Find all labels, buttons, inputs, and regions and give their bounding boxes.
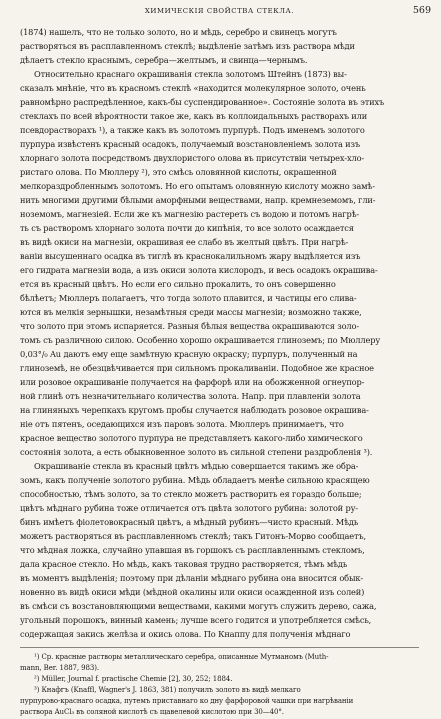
text-line: бѣлѣетъ; Мюллеръ полагаетъ, что тогда золото плавится, и частицы его слива-: [20, 293, 357, 303]
footnote-line: ¹) Ср. красные растворы металлическаго серебра, описанные Мутманомъ (Muth-: [34, 653, 329, 661]
footnote-line: mann, Ber. 1887, 983).: [20, 664, 99, 673]
text-line: ристаго олова. По Мюллеру ²), это смѣсь оловянной кислоты, окрашенной: [20, 167, 337, 177]
text-line: пурпура извѣстенъ красный осадокъ, получаемый возстановленіемъ золота изъ: [20, 139, 360, 149]
text-line: ются въ мелкія зернышки, незамѣтныя среди массы магнезіи; возможно также,: [20, 307, 362, 317]
text-line: ется въ красный цвѣтъ. Но если его сильно прокалить, то онъ совершенно: [20, 279, 336, 289]
running-head: ХИМИЧЕСКІЯ СВОЙСТВА СТЕКЛА.: [144, 7, 295, 15]
text-line: что золото при этомъ испаряется. Разныя бѣлыя вещества окрашиваются золо-: [20, 321, 359, 331]
text-line: ной глинѣ отъ незначительнаго количества золота. Напр. при плавленіи золота: [20, 391, 361, 401]
text-line: цвѣтъ мѣднаго рубина тоже отличается отъ цвѣта золотого рубина: золотой ру-: [20, 503, 358, 513]
footnote-line: раствора AuCl₃ въ соляной кислотѣ съ щавелевой кислотою при 30—40°.: [20, 708, 284, 717]
text-line: красное вещество золотого пурпура не представляетъ какого-либо химического: [20, 433, 363, 443]
text-line: или розовое окрашиваніе получается на фарфорѣ или на обожженной огнеупор-: [20, 377, 365, 387]
text-line: его гидрата магнезіи вода, а изъ окиси золота кислородъ, и весь осадокъ окрашива-: [20, 265, 378, 275]
text-line: въ видѣ окиси на магнезіи, окрашивая ее слабо въ желтый цвѣтъ. При нагрѣ-: [20, 237, 349, 247]
text-line: Окрашиваніе стекла въ красный цвѣтъ мѣдью совершается такимъ же обра-: [34, 461, 359, 471]
text-line: равномѣрно распредѣленное, какъ-бы суспендированное». Состояніе золота въ этихъ: [20, 97, 385, 107]
text-line: сказалъ мнѣніе, что въ красномъ стеклѣ «находится молекулярное золото, очень: [20, 83, 366, 93]
text-line: ноземомъ, магнезіей. Если же къ магнезію растереть съ водою и потомъ нагрѣ-: [20, 209, 360, 219]
text-line: дала красное стекло. Но мѣдь, какъ таковая трудно растворяется, тѣмъ мѣдь: [20, 559, 348, 569]
text-line: въ моментъ выдѣленія; поэтому при дѣланіи мѣднаго рубина она вносится обык-: [20, 573, 364, 583]
text-line: дѣлаетъ стекло краснымъ, серебра—желтымъ, и свинца—чернымъ.: [20, 55, 308, 65]
text-line: что мѣдная ложка, случайно упавшая въ горшокъ съ расплавленнымъ стекломъ,: [20, 545, 365, 555]
page-number: 569: [412, 5, 431, 16]
text-line: ть съ растворомъ хлорнаго золота почти до кипѣнія, то все золото осаждается: [20, 223, 354, 233]
text-line: стеклахъ по всей вѣроятности такое же, какъ въ коллоидальныхъ растворахъ или: [20, 111, 368, 121]
footnotes: [20, 647, 419, 719]
text-line: содержащая закись желѣза и окись олова. По Кнаппу для полученія мѣднаго: [20, 629, 351, 639]
footnote-line: пурпурово-краснаго осадка, путемъ приставнаго ко дну фарфоровой чашки при нагрѣваніи: [20, 697, 354, 706]
text-line: зомъ, какъ полученіе золотого рубина. Мѣдь обладаетъ менѣе сильною красящею: [20, 475, 370, 485]
text-line: бинъ имѣетъ фіолетовокрасный цвѣтъ, а мѣдный рубинъ—чисто красный. Мѣдь: [20, 517, 359, 527]
text-line: растворяться въ расплавленномъ стеклѣ; выдѣленіе затѣмъ изъ раствора мѣди: [20, 41, 355, 51]
text-line: глиноземѣ, не обезцвѣчивается при сильномъ прокаливаніи. Подобное же красное: [20, 363, 374, 373]
text-line: ваніи высушеннаго осадка въ тиглѣ въ краснокалильномъ жару выдѣляется изъ: [20, 251, 361, 261]
footnote-line: ³) Кнафгъ (Knaffl, Wagner's J. 1863, 381) получилъ золото въ видѣ мелкаго: [34, 686, 301, 695]
body-text: [20, 25, 419, 641]
footnote-line: ²) Müller, Journal f. practische Chemie [2], 30, 252; 1884.: [34, 675, 233, 684]
text-line: томъ съ различною силою. Особенно хорошо окрашивается глиноземъ; по Мюллеру: [20, 335, 381, 345]
text-line: мелкораздробленнымъ золотомъ. Но его опытамъ оловянную кислоту можно замѣ-: [20, 181, 375, 191]
text-line: угольный порошокъ, винный камень; лучше всего годится и употребляется смѣсь,: [20, 615, 372, 625]
text-line: ніе отъ пятенъ, оседающихся изъ паровъ золота. Мюллеръ принимаетъ, что: [20, 419, 344, 429]
text-line: на глиняныхъ черепкахъ кругомъ пробы случается наблюдать розовое окрашива-: [20, 405, 369, 415]
text-line: 0,03°/₀ Au даютъ ему еще замѣтную красную окраску; пурпуръ, полученный на: [20, 349, 358, 359]
text-line: псевдорастворахъ ¹), а также какъ въ золотомъ пурпурѣ. Подъ именемъ золотого: [20, 125, 365, 135]
text-line: нить многими другими бѣлыми аморфными веществами, напр. кремнеземомъ, гли-: [20, 195, 376, 205]
text-line: (1874) нашелъ, что не только золото, но и мѣдь, серебро и свинецъ могутъ: [20, 27, 337, 37]
text-line: хлорнаго золота посредствомъ двухлористого олова въ присутствіи четырех-хло-: [20, 153, 365, 163]
text-line: въ смѣси съ возстановляющими веществами, какими могутъ служить дерево, сажа,: [20, 601, 377, 611]
page-header: [20, 0, 431, 21]
text-line: можетъ растворяться въ расплавленномъ стеклѣ; такъ Гитонъ-Морво сообщаетъ,: [20, 531, 366, 541]
text-line: способностью, тѣмъ золото, за то стекло можетъ растворить ея гораздо больше;: [20, 489, 362, 499]
text-line: Относительно краснаго окрашиванія стекла золотомъ Штейнъ (1873) вы-: [34, 69, 347, 79]
text-line: состоянія золота, а есть обыкновенное золото въ сильной степени раздробленія ³).: [20, 447, 373, 457]
text-line: новенно въ видѣ окиси мѣди (мѣдной окалины или окиси осажденной изъ солей): [20, 587, 365, 597]
